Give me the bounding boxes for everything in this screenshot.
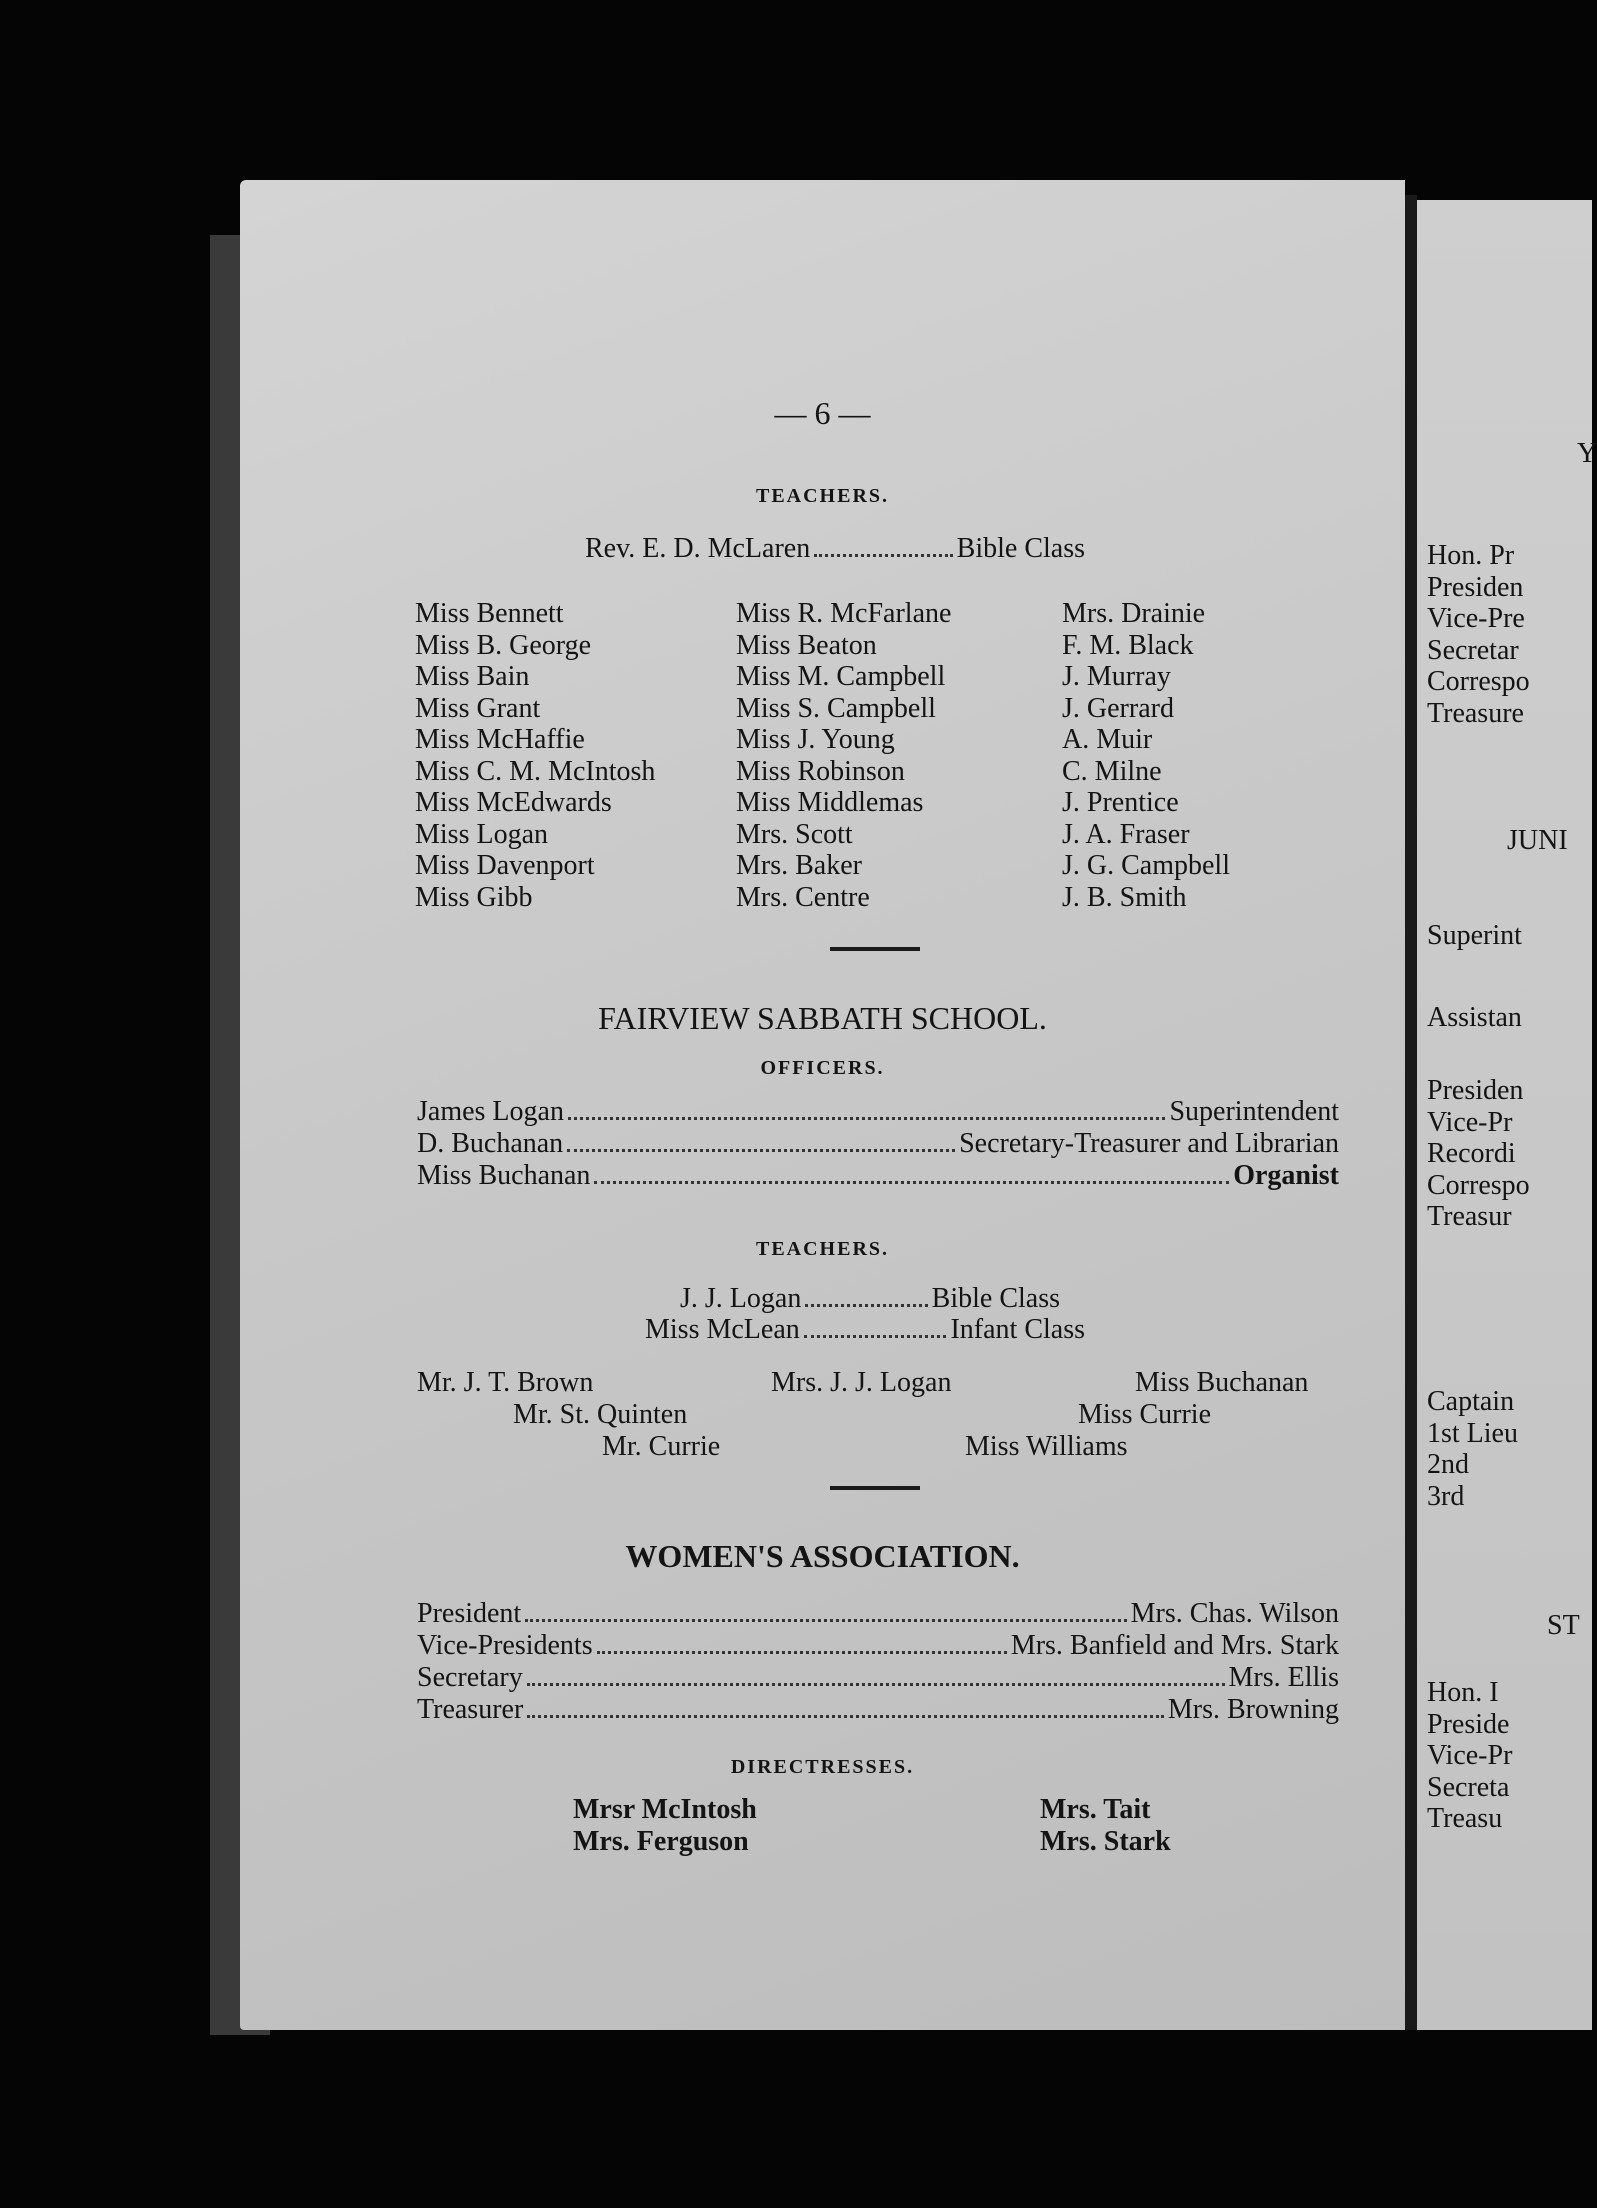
cut-text: Y bbox=[1577, 438, 1597, 469]
teacher-column-2 bbox=[736, 598, 951, 913]
list-item: J. Prentice bbox=[1062, 787, 1179, 818]
officer-role: Secretary-Treasurer and Librarian bbox=[959, 1128, 1339, 1159]
officer-role: Mrs. Browning bbox=[1167, 1694, 1339, 1725]
teacher-name: Miss Buchanan bbox=[1135, 1367, 1309, 1398]
officer-name: President bbox=[417, 1598, 522, 1629]
page-number: — 6 — bbox=[774, 395, 871, 431]
teacher-column-3 bbox=[1062, 598, 1230, 913]
cut-heading: JUNI bbox=[1507, 825, 1568, 856]
cut-text: Superint bbox=[1427, 920, 1522, 951]
directress-name: Mrs. Stark bbox=[1040, 1826, 1171, 1857]
right-list-bottom bbox=[1427, 1677, 1512, 1835]
list-item: J. A. Fraser bbox=[1062, 818, 1190, 850]
list-item: Mrs. Centre bbox=[736, 881, 870, 913]
officer-row bbox=[417, 1096, 1339, 1128]
right-list-captain bbox=[1427, 1386, 1518, 1512]
cut-text: Treasu bbox=[1427, 1803, 1503, 1834]
right-list-mid bbox=[1427, 1075, 1530, 1233]
right-page bbox=[1417, 200, 1597, 2030]
officer-row bbox=[417, 1598, 1339, 1630]
cut-text: Correspo bbox=[1427, 666, 1530, 697]
cut-text: Hon. Pr bbox=[1427, 540, 1515, 571]
list-item: Miss M. Campbell bbox=[736, 661, 946, 692]
cut-text: Correspo bbox=[1427, 1169, 1530, 1201]
class-lead-row bbox=[645, 1314, 1085, 1346]
list-item: Miss Logan bbox=[415, 818, 548, 850]
officer-row bbox=[417, 1662, 1339, 1694]
class-lead-row bbox=[680, 1283, 1060, 1315]
officer-name: Miss Buchanan bbox=[417, 1160, 591, 1191]
list-item: Miss Gibb bbox=[415, 881, 533, 913]
cut-text: Recordi bbox=[1427, 1138, 1516, 1169]
directress-name: Mrs. Tait bbox=[1040, 1794, 1151, 1825]
directresses-heading: DIRECTRESSES. bbox=[730, 1756, 915, 1778]
officer-name: D. Buchanan bbox=[417, 1128, 564, 1159]
officer-name: Secretary bbox=[417, 1662, 523, 1693]
cut-text: 2nd bbox=[1427, 1449, 1469, 1480]
class-lead-role: Bible Class bbox=[931, 1283, 1060, 1314]
teacher-name: Mr. J. T. Brown bbox=[417, 1367, 594, 1398]
cut-text: 1st Lieu bbox=[1427, 1417, 1518, 1449]
cut-text: Preside bbox=[1427, 1708, 1510, 1740]
cut-text: Treasure bbox=[1427, 697, 1524, 729]
officers-heading: OFFICERS. bbox=[760, 1057, 885, 1079]
list-item: J. G. Campbell bbox=[1062, 850, 1230, 881]
list-item: Miss McHaffie bbox=[415, 724, 585, 755]
teachers-heading: TEACHERS. bbox=[755, 485, 890, 507]
officer-role: Organist bbox=[1233, 1160, 1339, 1191]
list-item: Miss Beaton bbox=[736, 629, 877, 661]
directress-name: Mrs. Ferguson bbox=[573, 1826, 749, 1857]
womens-title: WOMEN'S ASSOCIATION. bbox=[625, 1538, 1020, 1574]
list-item: J. Murray bbox=[1062, 661, 1171, 692]
teacher-name: Mr. Currie bbox=[602, 1431, 721, 1462]
officer-role: Mrs. Chas. Wilson bbox=[1130, 1598, 1339, 1629]
officer-row bbox=[417, 1128, 1339, 1160]
list-item: J. B. Smith bbox=[1062, 881, 1187, 913]
cut-text: Presiden bbox=[1427, 571, 1524, 603]
book-gutter bbox=[1405, 195, 1417, 2030]
cut-text: Secreta bbox=[1427, 1771, 1510, 1803]
list-item: Miss McEdwards bbox=[415, 787, 612, 818]
list-item: Miss Robinson bbox=[736, 755, 905, 787]
cut-text: Captain bbox=[1427, 1386, 1515, 1417]
list-item: Mrs. Scott bbox=[736, 818, 853, 850]
list-item: J. Gerrard bbox=[1062, 692, 1174, 724]
officer-row bbox=[417, 1160, 1339, 1192]
cut-text: Assistan bbox=[1427, 1002, 1522, 1033]
list-item: Miss R. McFarlane bbox=[736, 598, 952, 629]
cut-text: Presiden bbox=[1427, 1075, 1524, 1106]
fairview-title: FAIRVIEW SABBATH SCHOOL. bbox=[598, 1000, 1047, 1036]
directress-name: Mrsr McIntosh bbox=[573, 1794, 757, 1825]
list-item: Miss C. M. McIntosh bbox=[415, 755, 656, 787]
officer-row bbox=[417, 1630, 1339, 1662]
cut-text: Treasur bbox=[1427, 1201, 1512, 1232]
teacher-name: Mr. St. Quinten bbox=[513, 1399, 688, 1430]
teacher-name: Miss Williams bbox=[965, 1431, 1128, 1462]
list-item: Mrs. Drainie bbox=[1062, 598, 1206, 629]
officer-role: Mrs. Ellis bbox=[1228, 1662, 1339, 1693]
section-divider bbox=[830, 1486, 920, 1490]
list-item: C. Milne bbox=[1062, 755, 1162, 787]
list-item: A. Muir bbox=[1062, 724, 1153, 755]
officer-row bbox=[417, 1694, 1339, 1726]
list-item: F. M. Black bbox=[1062, 629, 1194, 661]
list-item: Miss Bennett bbox=[415, 598, 564, 629]
list-item: Miss Davenport bbox=[415, 850, 595, 881]
officer-name: Vice-Presidents bbox=[417, 1630, 593, 1661]
cut-heading: ST bbox=[1547, 1610, 1580, 1641]
list-item: Miss S. Campbell bbox=[736, 692, 936, 724]
list-item: Miss Middlemas bbox=[736, 787, 924, 818]
officer-name: James Logan bbox=[417, 1096, 564, 1127]
class-lead-name: J. J. Logan bbox=[680, 1283, 802, 1314]
rev-name: Rev. E. D. McLaren bbox=[585, 533, 811, 564]
list-item: Mrs. Baker bbox=[736, 850, 862, 881]
left-page bbox=[240, 180, 1405, 2030]
cut-text: 3rd bbox=[1427, 1480, 1465, 1512]
teacher-name: Mrs. J. J. Logan bbox=[771, 1367, 952, 1398]
cut-text: Vice-Pr bbox=[1427, 1740, 1513, 1771]
right-list-top bbox=[1427, 540, 1530, 729]
list-item: Miss J. Young bbox=[736, 724, 895, 755]
rev-line bbox=[585, 533, 1085, 565]
cut-text: Hon. I bbox=[1427, 1677, 1499, 1708]
officer-role: Superintendent bbox=[1169, 1096, 1339, 1127]
class-lead-role: Infant Class bbox=[950, 1314, 1085, 1345]
fairview-teachers-heading: TEACHERS. bbox=[755, 1238, 890, 1260]
list-item: Miss Bain bbox=[415, 661, 530, 692]
officer-role: Mrs. Banfield and Mrs. Stark bbox=[1010, 1630, 1339, 1661]
cut-text: Secretar bbox=[1427, 634, 1519, 666]
cut-text: Vice-Pre bbox=[1427, 603, 1525, 634]
teacher-name: Miss Currie bbox=[1078, 1399, 1211, 1430]
list-item: Miss Grant bbox=[415, 692, 541, 724]
class-lead-name: Miss McLean bbox=[645, 1314, 800, 1345]
list-item: Miss B. George bbox=[415, 629, 592, 661]
teacher-column-1 bbox=[415, 598, 655, 913]
section-divider bbox=[830, 947, 920, 951]
officer-name: Treasurer bbox=[417, 1694, 524, 1725]
rev-role: Bible Class bbox=[956, 533, 1085, 564]
cut-text: Vice-Pr bbox=[1427, 1106, 1513, 1138]
